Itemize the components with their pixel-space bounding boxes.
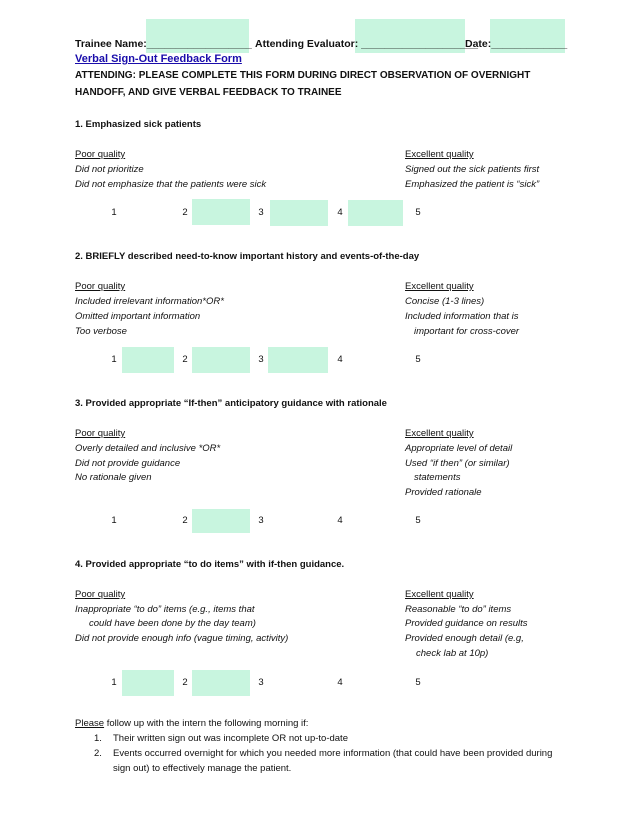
section-3-title: 3. Provided appropriate “If-then” anticipatory guidance with rationale — [75, 398, 387, 409]
section-4-excellent-line: check lab at 10p) — [416, 648, 489, 659]
section-2-excellent-line: Concise (1-3 lines) — [405, 296, 485, 307]
section-1-scale-4[interactable]: 4 — [337, 207, 343, 218]
section-1-rating-box[interactable] — [348, 200, 403, 226]
section-2-scale-1[interactable]: 1 — [111, 354, 117, 365]
section-2-title: 2. BRIEFLY described need-to-know important history and events-of-the-day — [75, 251, 420, 262]
followup-intro-rest: follow up with the intern the following morning if: — [104, 718, 309, 729]
instruction-line-1: ATTENDING: PLEASE COMPLETE THIS FORM DURING DIRECT OBSERVATION OF OVERNIGHT — [75, 70, 531, 81]
section-4-poor-line: could have been done by the day team) — [89, 618, 256, 629]
section-3-poor-line: Overly detailed and inclusive *OR* — [75, 443, 221, 454]
section-1-poor-line: Did not prioritize — [75, 164, 144, 175]
section-1-excellent-line: Signed out the sick patients first — [405, 164, 540, 175]
followup-item-number: 1. — [94, 733, 102, 744]
section-4-poor-line: Inappropriate “to do” items (e.g., items that — [75, 604, 255, 615]
followup-item-text: Events occurred overnight for which you needed more information (that could have been provided during — [113, 748, 553, 759]
section-2-rating-box[interactable] — [268, 347, 328, 373]
followup-item-text: Their written sign out was incomplete OR not up-to-date — [113, 733, 348, 744]
section-1-rating-box[interactable] — [270, 200, 328, 226]
section-1-scale-2[interactable]: 2 — [182, 207, 188, 218]
section-1-poor-heading: Poor quality — [75, 149, 126, 160]
section-4-title: 4. Provided appropriate “to do items” with if-then guidance. — [75, 559, 345, 570]
section-4-excellent-heading: Excellent quality — [405, 589, 474, 600]
section-1-scale-5[interactable]: 5 — [415, 207, 421, 218]
section-4-poor-line: Did not provide enough info (vague timing, activity) — [75, 633, 289, 644]
section-4-excellent-line: Provided guidance on results — [405, 618, 528, 629]
section-1-scale-1[interactable]: 1 — [111, 207, 117, 218]
section-2-scale-5[interactable]: 5 — [415, 354, 421, 365]
section-2-excellent-heading: Excellent quality — [405, 281, 474, 292]
section-3-excellent-line: statements — [414, 472, 461, 483]
section-2-excellent-line: Included information that is — [405, 311, 519, 322]
section-1-title: 1. Emphasized sick patients — [75, 119, 202, 130]
section-2-rating-box[interactable] — [192, 347, 250, 373]
section-1-excellent-line: Emphasized the patient is “sick” — [405, 179, 540, 190]
section-4-excellent-line: Provided enough detail (e.g, — [405, 633, 524, 644]
section-3-excellent-heading: Excellent quality — [405, 428, 474, 439]
section-2-scale-4[interactable]: 4 — [337, 354, 343, 365]
section-4-excellent-line: Reasonable “to do” items — [405, 604, 512, 615]
section-3-excellent-line: Provided rationale — [405, 487, 482, 498]
trainee-name-label: Trainee Name:__________________ — [75, 38, 252, 50]
section-2-rating-box[interactable] — [122, 347, 174, 373]
section-2-poor-line: Included irrelevant information*OR* — [75, 296, 224, 307]
section-3-scale-2[interactable]: 2 — [182, 515, 188, 526]
section-4-scale-4[interactable]: 4 — [337, 677, 343, 688]
followup-item-text-continued: sign out) to effectively manage the patient. — [113, 763, 292, 774]
section-3-poor-line: No rationale given — [75, 472, 152, 483]
followup-item-number: 2. — [94, 748, 102, 759]
section-2-poor-heading: Poor quality — [75, 281, 126, 292]
section-4-rating-box[interactable] — [192, 670, 250, 696]
section-1-rating-box[interactable] — [192, 199, 250, 225]
instruction-line-2: HANDOFF, AND GIVE VERBAL FEEDBACK TO TRAINEE — [75, 87, 342, 98]
section-2-excellent-line: important for cross-cover — [414, 326, 520, 337]
followup-intro — [75, 718, 308, 729]
section-4-poor-heading: Poor quality — [75, 589, 126, 600]
section-4-rating-box[interactable] — [122, 670, 174, 696]
attending-evaluator-label: Attending Evaluator: ____________________ — [255, 38, 478, 50]
section-4-scale-2[interactable]: 2 — [182, 677, 188, 688]
section-3-scale-4[interactable]: 4 — [337, 515, 343, 526]
date-label: Date:_____________ — [465, 38, 568, 50]
section-2-scale-3[interactable]: 3 — [258, 354, 264, 365]
section-1-scale-3[interactable]: 3 — [258, 207, 264, 218]
section-3-excellent-line: Appropriate level of detail — [405, 443, 513, 454]
followup-intro-please: Please — [75, 718, 105, 729]
section-2-scale-2[interactable]: 2 — [182, 354, 188, 365]
section-2-poor-line: Omitted important information — [75, 311, 201, 322]
section-3-poor-line: Did not provide guidance — [75, 458, 181, 469]
section-2-poor-line: Too verbose — [75, 326, 127, 337]
section-3-scale-3[interactable]: 3 — [258, 515, 264, 526]
section-3-scale-5[interactable]: 5 — [415, 515, 421, 526]
section-3-poor-heading: Poor quality — [75, 428, 126, 439]
section-4-scale-1[interactable]: 1 — [111, 677, 117, 688]
section-1-poor-line: Did not emphasize that the patients were sick — [75, 179, 267, 190]
section-4-scale-5[interactable]: 5 — [415, 677, 421, 688]
section-3-rating-box[interactable] — [192, 509, 250, 533]
section-3-scale-1[interactable]: 1 — [111, 515, 117, 526]
form-title-link[interactable]: Verbal Sign-Out Feedback Form — [75, 53, 242, 65]
section-1-excellent-heading: Excellent quality — [405, 149, 474, 160]
section-3-excellent-line: Used “if then” (or similar) — [405, 458, 510, 469]
section-4-scale-3[interactable]: 3 — [258, 677, 264, 688]
